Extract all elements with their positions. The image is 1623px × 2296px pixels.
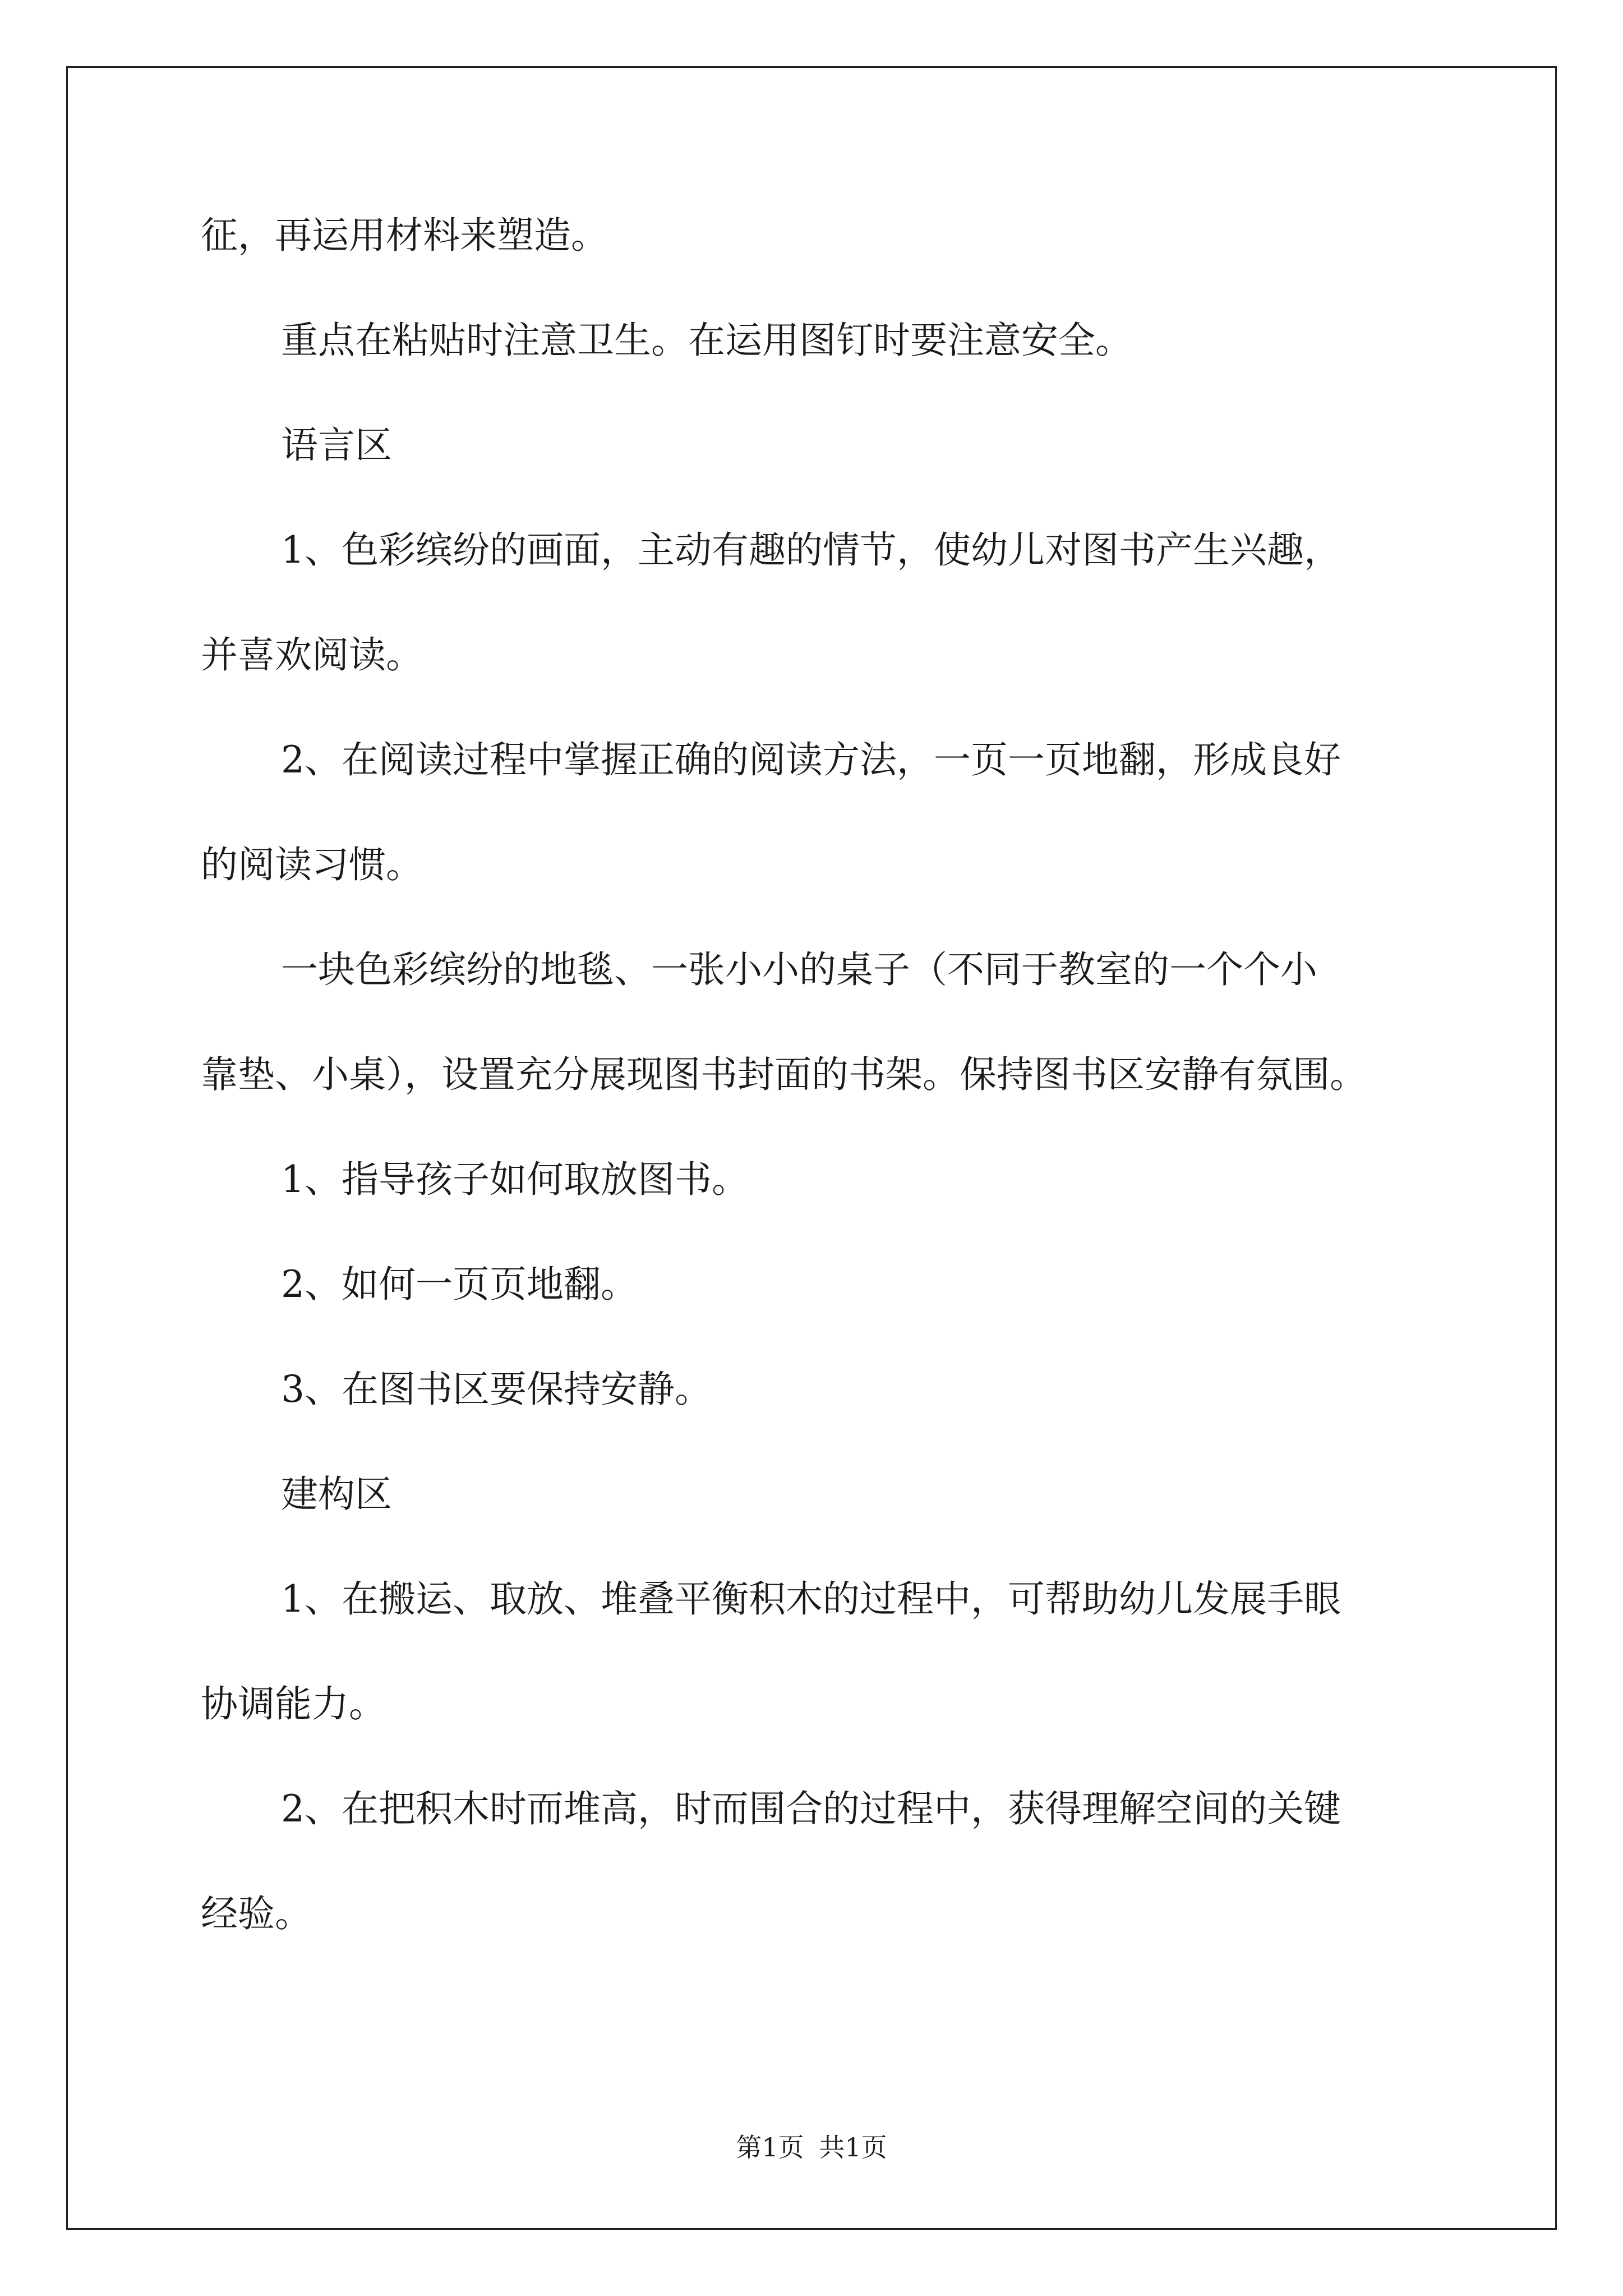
text-line: 1、指导孩子如何取放图书。	[281, 1158, 749, 1201]
text-line: 1、在搬运、取放、堆叠平衡积木的过程中，可帮助幼儿发展手眼	[281, 1577, 1341, 1621]
section-heading: 语言区	[281, 424, 392, 467]
text-line: 征，再运用材料来塑造。	[201, 214, 608, 257]
text-line: 并喜欢阅读。	[201, 633, 423, 677]
text-line: 重点在粘贴时注意卫生。在运用图钉时要注意安全。	[281, 319, 1132, 362]
text-line: 2、在把积木时而堆高，时而围合的过程中，获得理解空间的关键	[281, 1787, 1341, 1830]
page-total: 共1页	[819, 2132, 887, 2162]
text-line: 3、在图书区要保持安静。	[281, 1368, 712, 1411]
text-line: 2、在阅读过程中掌握正确的阅读方法，一页一页地翻，形成良好	[281, 738, 1341, 781]
text-line: 经验。	[201, 1892, 312, 1935]
section-heading: 建构区	[281, 1473, 392, 1516]
text-line: 2、如何一页页地翻。	[281, 1263, 638, 1306]
page-footer	[0, 2131, 1623, 2164]
text-line: 1、色彩缤纷的画面，主动有趣的情节，使幼儿对图书产生兴趣，	[281, 528, 1341, 572]
text-line: 一块色彩缤纷的地毯、一张小小的桌子（不同于教室的一个个小	[281, 948, 1317, 991]
text-line: 靠垫、小桌），设置充分展现图书封面的书架。保持图书区安静有氛围。	[201, 1053, 1367, 1096]
text-line: 的阅读习惯。	[201, 843, 423, 886]
text-line: 协调能力。	[201, 1682, 386, 1726]
page-number: 第1页	[736, 2132, 804, 2162]
